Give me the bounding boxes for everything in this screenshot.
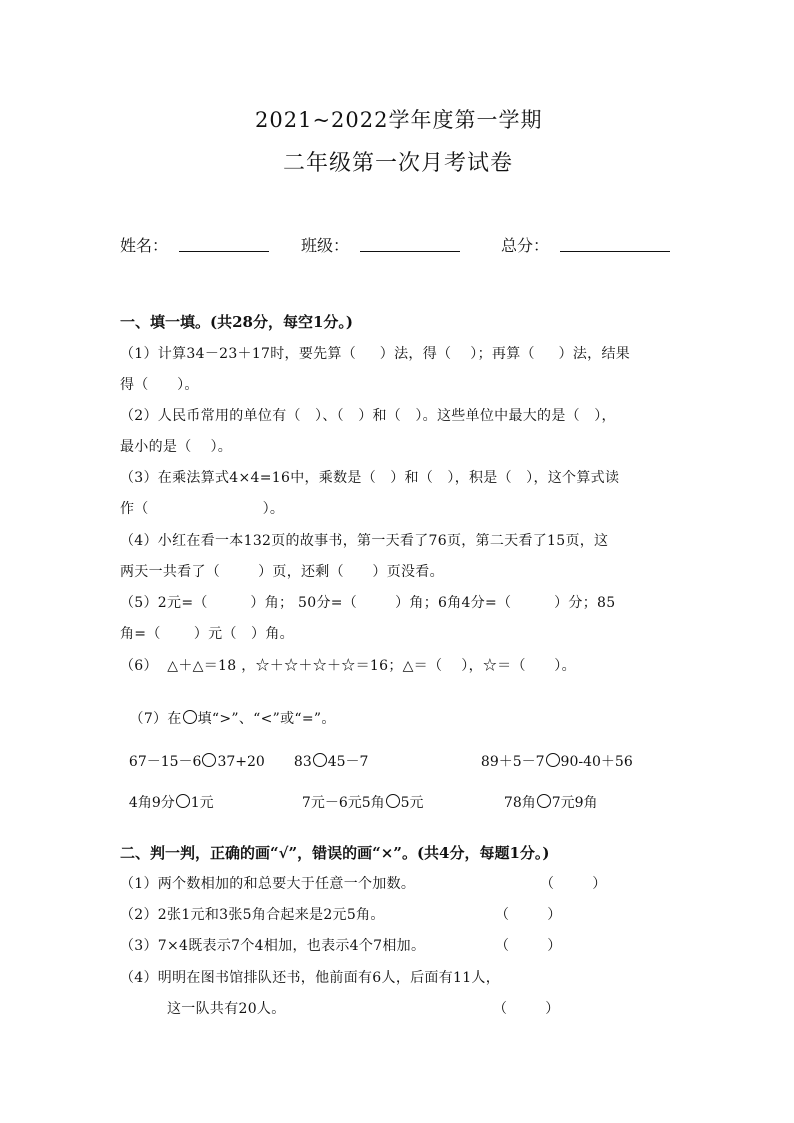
circle-blank-icon <box>183 710 197 724</box>
section1-line: （3）在乘法算式4×4=16中，乘数是（ ）和（ ），积是（ ），这个算式读 <box>120 470 620 486</box>
compare-right: 45－7 <box>327 754 369 770</box>
section1-line: 角=（ ）元（ ）角。 <box>120 626 294 642</box>
compare-item <box>120 735 265 771</box>
compare-right: 1元 <box>190 795 214 811</box>
circle-blank-icon[interactable] <box>386 794 400 808</box>
compare-left: 67－15－6 <box>128 754 202 770</box>
name-blank <box>179 251 269 252</box>
section1-line: （4）小红在看一本132页的故事书，第一天看了76页，第二天看了15页，这 <box>120 533 609 549</box>
compare-item <box>285 735 368 771</box>
judge-item-text: （3）7×4既表示7个4相加，也表示4个7相加。 <box>120 938 426 954</box>
compare-item <box>120 776 214 812</box>
judge-item-text: 这一队共有20人。 <box>167 1001 286 1017</box>
section1-line: 作（ ）。 <box>120 501 285 517</box>
compare-intro-before: （7）在 <box>129 711 182 727</box>
circle-blank-icon[interactable] <box>313 753 327 767</box>
compare-left: 7元－6元5角 <box>301 795 385 811</box>
circle-blank-icon[interactable] <box>176 794 190 808</box>
score-label: 总分： <box>501 236 550 255</box>
score-blank <box>560 251 670 252</box>
section2-heading: 二、判一判，正确的画“√”，错误的画“×”。(共4分，每题1分。) <box>120 844 550 862</box>
compare-left: 83 <box>293 754 312 770</box>
compare-left: 89＋5－7 <box>480 754 545 770</box>
compare-left: 78角 <box>503 795 536 811</box>
section1-line: 两天一共看了（ ）页，还剩（ ）页没看。 <box>120 564 444 580</box>
judge-item-blank[interactable]: （ ） <box>493 1001 560 1017</box>
circle-blank-icon[interactable] <box>537 794 551 808</box>
exam-title-line1: 2021~2022学年度第一学期 <box>255 108 543 132</box>
section1-heading: 一、填一填。(共28分，每空1分。) <box>120 313 354 331</box>
compare-instructions <box>120 692 336 728</box>
circle-blank-icon[interactable] <box>202 753 216 767</box>
compare-intro-after: 填“>”、“<”或“=”。 <box>197 711 336 727</box>
name-label: 姓名： <box>120 236 169 255</box>
exam-title-line2: 二年级第一次月考试卷 <box>283 151 514 176</box>
circle-blank-icon[interactable] <box>546 753 560 767</box>
compare-right: 37+20 <box>217 754 265 770</box>
judge-item-text: （1）两个数相加的和总要大于任意一个加数。 <box>120 876 416 892</box>
compare-right: 5元 <box>400 795 424 811</box>
judge-item-blank[interactable]: （ ） <box>540 876 607 892</box>
section1-line: （2）人民币常用的单位有（ ）、（ ）和（ ）。这些单位中最大的是（ ）， <box>120 408 616 424</box>
compare-left: 4角9分 <box>128 795 175 811</box>
section1-line: 得（ ）。 <box>120 377 199 393</box>
judge-item-text: （2）2张1元和3张5角合起来是2元5角。 <box>120 907 385 923</box>
judge-item-blank[interactable]: （ ） <box>495 907 562 923</box>
section1-line: （5）2元=（ ）角； 50分=（ ）角；6角4分=（ ）分；85 <box>120 595 616 611</box>
judge-item-blank[interactable]: （ ） <box>495 938 562 954</box>
class-blank <box>360 251 460 252</box>
section1-line: （6） △＋△＝18 ，☆＋☆＋☆＋☆＝16；△＝（ ），☆＝（ ）。 <box>120 658 576 674</box>
compare-right: 7元9角 <box>551 795 598 811</box>
compare-item <box>472 735 633 771</box>
class-label: 班级： <box>301 236 350 255</box>
section1-line: 最小的是（ ）。 <box>120 439 233 455</box>
section1-line: （1）计算34－23＋17时，要先算（ ）法，得（ ）；再算（ ）法，结果 <box>120 346 631 362</box>
judge-item-text: （4）明明在图书馆排队还书，他前面有6人，后面有11人， <box>120 970 501 986</box>
compare-right: 90-40＋56 <box>560 754 633 770</box>
compare-item <box>293 776 424 812</box>
compare-item <box>495 776 598 812</box>
